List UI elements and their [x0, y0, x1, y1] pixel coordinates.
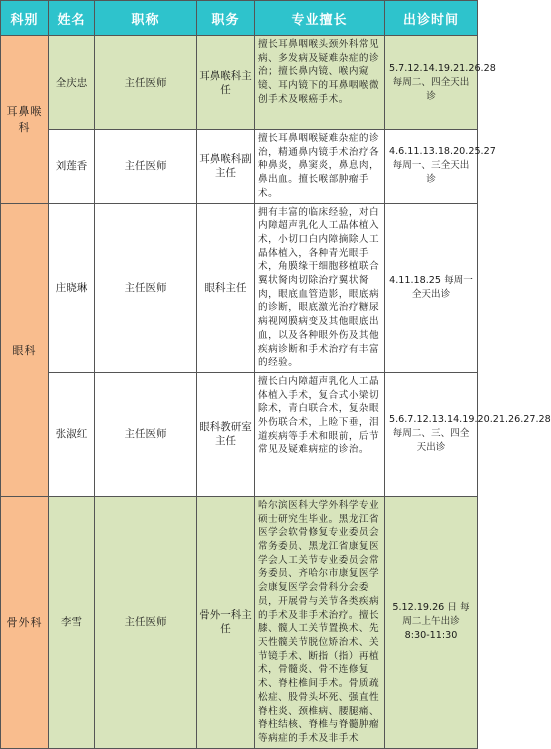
- doctor-name: 庄晓琳: [49, 203, 95, 372]
- doctor-title: 主任医师: [95, 496, 197, 748]
- table-row: [1, 496, 478, 748]
- header-dept: 科别: [1, 1, 49, 36]
- doctor-name: 李雪: [49, 496, 95, 748]
- doctor-position: 耳鼻喉科主任: [197, 36, 255, 130]
- doctor-position: 眼科教研室主任: [197, 372, 255, 496]
- dept-ent: 耳鼻喉科: [1, 36, 49, 204]
- doctor-position: 眼科主任: [197, 203, 255, 372]
- header-position: 职务: [197, 1, 255, 36]
- doctor-specialty: 擅长耳鼻咽喉头颈外科常见病、多发病及疑难杂症的诊治；擅长鼻内镜、喉内窥镜、耳内镜下的耳鼻咽喉微创手术及喉癌手术。: [255, 36, 385, 130]
- doctor-schedule: 5.7.12.14.19.21.26.28 每周二、四全天出诊: [385, 36, 478, 130]
- table-row: [1, 203, 478, 372]
- doctor-title: 主任医师: [95, 130, 197, 204]
- doctor-specialty: 擅长白内障超声乳化人工晶体植入手术，复合式小梁切除术，青白联合术，复杂眼外伤联合术，上睑下垂，泪道疾病等手术和眼前，后节常见及疑难病症的诊治。: [255, 372, 385, 496]
- table-row: [1, 372, 478, 496]
- header-name: 姓名: [49, 1, 95, 36]
- doctor-schedule: 5.6.7.12.13.14.19.20.21.26.27.28 每周二、三、四全天出诊: [385, 372, 478, 496]
- doctor-title: 主任医师: [95, 203, 197, 372]
- doctor-specialty: 擅长耳鼻咽喉疑难杂症的诊治，精通鼻内镜手术治疗各种鼻炎，鼻窦炎，鼻息肉，鼻出血。擅长喉部肿瘤手术。: [255, 130, 385, 204]
- table-row: [1, 36, 478, 130]
- header-specialty: 专业擅长: [255, 1, 385, 36]
- doctor-name: 刘莲香: [49, 130, 95, 204]
- doctor-title: 主任医师: [95, 36, 197, 130]
- dept-eye: 眼科: [1, 203, 49, 496]
- doctor-schedule: 5.12.19.26 日 每周二上午出诊 8:30-11:30: [385, 496, 478, 748]
- doctor-specialty: 拥有丰富的临床经验，对白内障超声乳化人工晶体植入术，小切口白内障摘除人工晶体植入，各种青光眼手术，角膜缘干细胞移植联合翼状胬肉切除治疗翼状胬肉，眼底血管造影，眼底病的诊断，眼底激光治疗糖尿病视网膜病变及其他眼底出血，以及各种眼外伤及其他疾病诊断和手术治疗有丰富的经验。: [255, 203, 385, 372]
- doctor-name: 全庆忠: [49, 36, 95, 130]
- dept-ortho: 骨外科: [1, 496, 49, 748]
- header-schedule: 出诊时间: [385, 1, 478, 36]
- doctor-schedule: 4.11.18.25 每周一全天出诊: [385, 203, 478, 372]
- doctor-position: 耳鼻喉科副主任: [197, 130, 255, 204]
- header-row: [1, 1, 478, 36]
- doctor-position: 骨外一科主任: [197, 496, 255, 748]
- doctor-title: 主任医师: [95, 372, 197, 496]
- doctor-schedule: 4.6.11.13.18.20.25.27 每周一、三全天出诊: [385, 130, 478, 204]
- header-title: 职称: [95, 1, 197, 36]
- doctor-name: 张淑红: [49, 372, 95, 496]
- table-row: [1, 130, 478, 204]
- doctor-specialty: 哈尔滨医科大学外科学专业硕士研究生毕业。黑龙江省医学会软骨修复专业委员会常务委员、黑龙江省康复医学会人工关节专业委员会常务委员、齐哈尔市康复医学会康复医学会骨科分会委员，开展骨与关节各类疾病的手术及非手术治疗。擅长膝、髋人工关节置换术、先天性髋关节脱位矫治术、关节镜手术、断指（指）再植术，骨髓炎、骨不连修复术、脊柱椎间手术。骨质疏松症、股骨头坏死、强直性脊柱炎、颈椎病、腰腿痛、脊柱结核、脊椎与脊髓肿瘤等病症的手术及非手术: [255, 496, 385, 748]
